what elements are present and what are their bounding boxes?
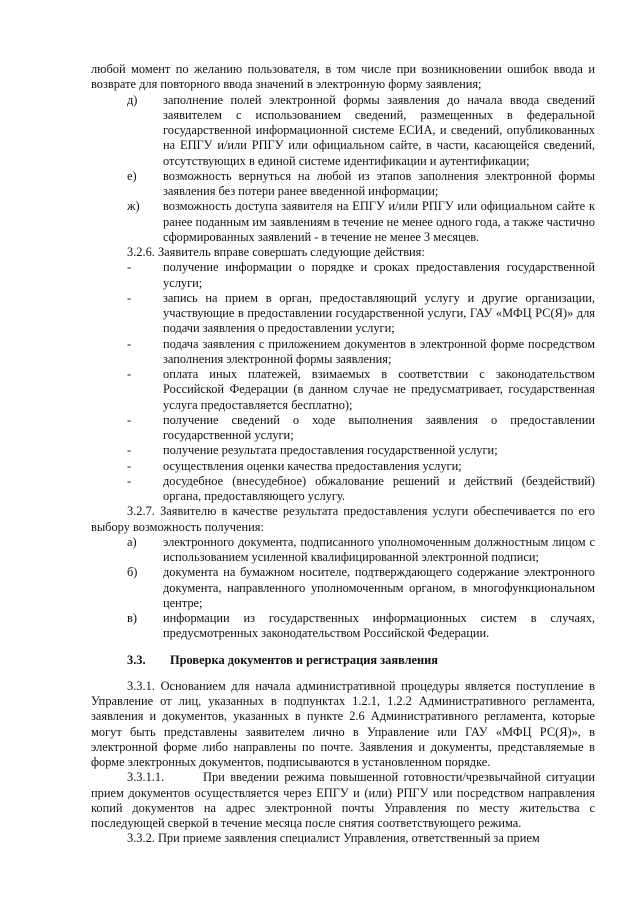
list-marker: - <box>127 260 132 275</box>
list-marker: - <box>127 412 132 427</box>
list-item-d <box>91 93 595 169</box>
list-text: информации из государственных информационных систем в случаях, предусмотренных законодательством Российской Федерации. <box>163 611 595 641</box>
list-marker: ж) <box>127 199 140 214</box>
section-heading-3-3 <box>91 653 595 668</box>
list-text: получение сведений о ходе выполнения заявления о предоставлении государственной услуги; <box>163 412 595 442</box>
list-text: получение информации о порядке и сроках предоставления государственной услуги; <box>163 260 595 290</box>
list-item-dash <box>91 443 595 458</box>
list-text: электронного документа, подписанного уполномоченным должностным лицом с использованием усиленной квалифицированной электронной подписи; <box>163 534 595 564</box>
list-item-a <box>91 535 595 566</box>
list-marker: - <box>127 473 132 488</box>
paragraph-3-3-1: 3.3.1. Основанием для начала административной процедуры является поступление в Управление от лиц, указанных в подпунктах 1.2.1, 1.2.2 Административного регламента, заявления и документов, указанных в пункте 2.6 Административного регламента, которые могут быть представлены заявителем лично в Управление или ГАУ «МФЦ РС(Я)», в электронной форме либо направлены по почте. Заявления и документы, представляемые в форме электронных документов, подписываются в установленном порядке. <box>91 678 595 769</box>
list-text: заполнение полей электронной формы заявления до начала ввода сведений заявителем с использованием сведений, размещенных в федеральной государственной информационной системе ЕСИА, и сведений, опубликованных на ЕПГУ и/или РПГУ или официальном сайте, в части, касающейся сведений, отсутствующих в единой системе идентификации и аутентификации; <box>163 92 595 168</box>
list-item-dash <box>91 459 595 474</box>
list-text: возможность доступа заявителя на ЕПГУ и/или РПГУ или официальном сайте к ранее поданным им заявлениям в течение не менее одного года, а также частично сформированных заявлений - в течение не менее 3 месяцев. <box>163 199 595 244</box>
list-text: документа на бумажном носителе, подтверждающего содержание электронного документа, направленного уполномоченным органом, в многофункциональном центре; <box>163 565 595 610</box>
subparagraph-number: 3.3.1.1. <box>127 770 165 785</box>
list-item-v <box>91 611 595 642</box>
list-marker: б) <box>127 565 138 580</box>
list-item-dash <box>91 367 595 413</box>
list-text: получение результата предоставления государственной услуги; <box>163 443 498 458</box>
paragraph-3-3-2: 3.3.2. При приеме заявления специалист Управления, ответственный за прием <box>127 831 540 846</box>
list-marker: в) <box>127 611 137 625</box>
list-marker: - <box>127 290 132 305</box>
list-item-dash <box>91 337 595 368</box>
list-item-zh <box>91 199 595 245</box>
section-number: 3.3. <box>127 652 146 667</box>
list-item-e <box>91 169 595 200</box>
list-text: осуществления оценки качества предоставления услуги; <box>163 458 462 473</box>
paragraph-continuation: любой момент по желанию пользователя, в том числе при возникновении ошибок ввода и возврате для повторного ввода значений в электронную форму заявления; <box>91 62 595 92</box>
list-item-dash <box>91 474 595 505</box>
list-text: возможность вернуться на любой из этапов заполнения электронной формы заявления без потери ранее введенной информации; <box>163 168 595 198</box>
document-page <box>91 62 595 847</box>
paragraph-3-2-7: 3.2.7. Заявителю в качестве результата предоставления услуги обеспечивается по его выбору возможность получения: <box>91 504 595 534</box>
list-text: подача заявления с приложением документов в электронной форме посредством заполнения электронной формы заявления; <box>163 336 595 366</box>
list-text: оплата иных платежей, взимаемых в соответствии с законодательством Российской Федерации (в данном случае не предусматривает, государственная услуга предоставляется бесплатно); <box>163 367 595 412</box>
subparagraph-text: При введении режима повышенной готовности/чрезвычайной ситуации прием документов осуществляется через ЕПГУ и (или) РПГУ или посредством направления копий документов на адрес электронной почты Управления по месту жительства с последующей сверкой в течение месяца после снятия соответствующего режима. <box>91 770 595 830</box>
paragraph-3-3-1-1 <box>91 770 595 831</box>
list-marker: е) <box>127 168 137 183</box>
list-marker: д) <box>127 92 138 107</box>
list-item-dash <box>91 260 595 291</box>
list-marker: а) <box>127 534 137 549</box>
list-text: досудебное (внесудебное) обжалование решений и действий (бездействий) органа, предоставляющего услугу. <box>163 473 595 503</box>
list-item-b <box>91 565 595 611</box>
list-marker: - <box>127 336 132 351</box>
paragraph-3-2-6: 3.2.6. Заявитель вправе совершать следующие действия: <box>127 245 425 259</box>
section-title: Проверка документов и регистрация заявления <box>170 652 439 667</box>
list-marker: - <box>127 458 132 473</box>
list-marker: - <box>127 443 132 458</box>
list-item-dash <box>91 291 595 337</box>
list-text: запись на прием в орган, предоставляющий услугу и другие организации, участвующие в предоставлении государственной услуги, ГАУ «МФЦ РС(Я)» для подачи заявления о предоставлении услуги; <box>163 290 595 336</box>
list-marker: - <box>127 367 132 381</box>
list-item-dash <box>91 413 595 444</box>
